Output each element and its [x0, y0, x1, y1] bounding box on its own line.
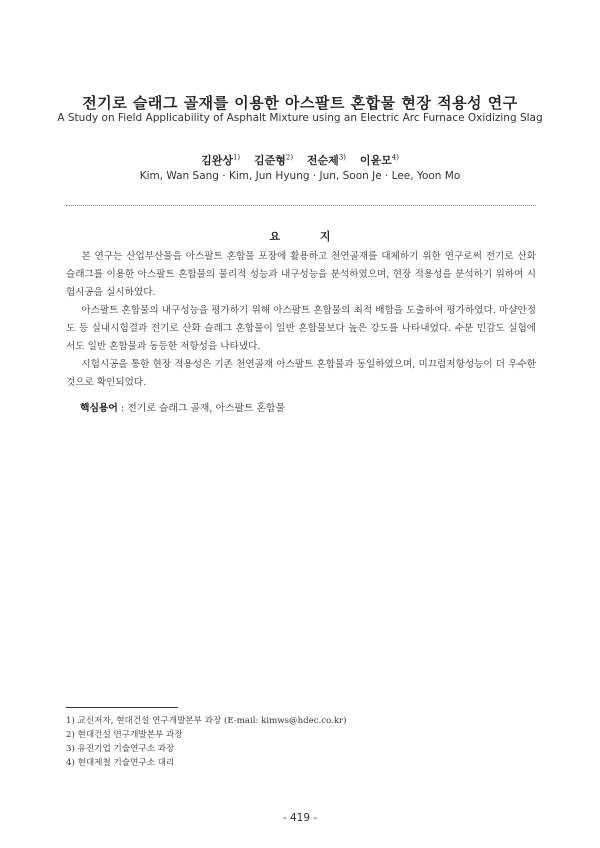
keywords — [80, 400, 536, 414]
author-2 — [254, 154, 293, 167]
dotted-divider — [66, 205, 536, 206]
author-mark: 2) — [285, 153, 294, 162]
author-mark: 4) — [391, 153, 399, 162]
keywords-separator: : — [117, 403, 128, 414]
keywords-label: 핵심용어 — [80, 403, 118, 414]
author-mark: 1) — [232, 153, 241, 162]
abstract-heading: 요 지 — [269, 230, 349, 243]
authors-korean — [0, 152, 600, 168]
footnote: 3) 유진기업 기술연구소 과장 — [66, 744, 175, 754]
title-english: A Study on Field Applicability of Asphalt Mixture using an Electric Arc Furnace Oxidizing Slag — [57, 112, 543, 124]
author-mark: 3) — [338, 153, 346, 162]
title-korean: 전기로 슬래그 골재를 이용한 아스팔트 혼합물 현장 적용성 연구 — [82, 94, 518, 112]
footnote: 4) 현대제철 기술연구소 대리 — [66, 758, 175, 768]
footnote-rule — [66, 707, 178, 708]
keywords-text: 전기로 슬래그 골재, 아스팔트 혼합물 — [127, 403, 285, 414]
author-4 — [360, 154, 399, 167]
abstract-paragraph: 시험시공을 통한 현장 적용성은 기존 천연골재 아스팔트 혼합물과 동일하였으며, 미끄럼저항성능이 더 우수한 것으로 확인되었다. — [66, 359, 536, 388]
abstract-body — [66, 248, 536, 392]
author-name: 김준형 — [254, 154, 286, 167]
author-name: 전순제 — [306, 154, 339, 167]
footnotes — [66, 714, 536, 770]
author-name: 김완상 — [201, 154, 233, 167]
abstract-paragraph: 본 연구는 산업부산물을 아스팔트 혼합물 포장에 활용하고 천연골재를 대체하기 위한 연구로써 전기로 산화 슬래그를 이용한 아스팔트 혼합물의 물리적 성능과 내구성능을 분석하였으며, 현장 적용성을 분석하기 위하여 시험시공을 실시하였다. — [66, 251, 536, 298]
author-3 — [307, 154, 346, 167]
page-number: - 419 - — [282, 812, 318, 824]
authors-english: Kim, Wan Sang · Kim, Jun Hyung · Jun, Soon Je · Lee, Yoon Mo — [139, 170, 461, 182]
abstract-paragraph: 아스팔트 혼합물의 내구성능을 평가하기 위해 아스팔트 혼합물의 최적 배합을 도출하여 평가하였다. 마샬안정도 등 실내시험결과 전기로 산화 슬래그 혼합물이 일반 혼합물보다 높은 강도를 나타내었다. 수분 민감도 실험에서도 일반 혼합물과 동등한 저항성을 나타냈다. — [66, 305, 536, 352]
footnote: 1) 교신저자, 현대건설 연구개발본부 과장 (E-mail: kimws@hdec.co.kr) — [66, 716, 347, 726]
author-name: 이윤모 — [359, 154, 392, 167]
footnote: 2) 현대건설 연구개발본부 과장 — [66, 730, 183, 740]
author-1 — [201, 154, 240, 167]
